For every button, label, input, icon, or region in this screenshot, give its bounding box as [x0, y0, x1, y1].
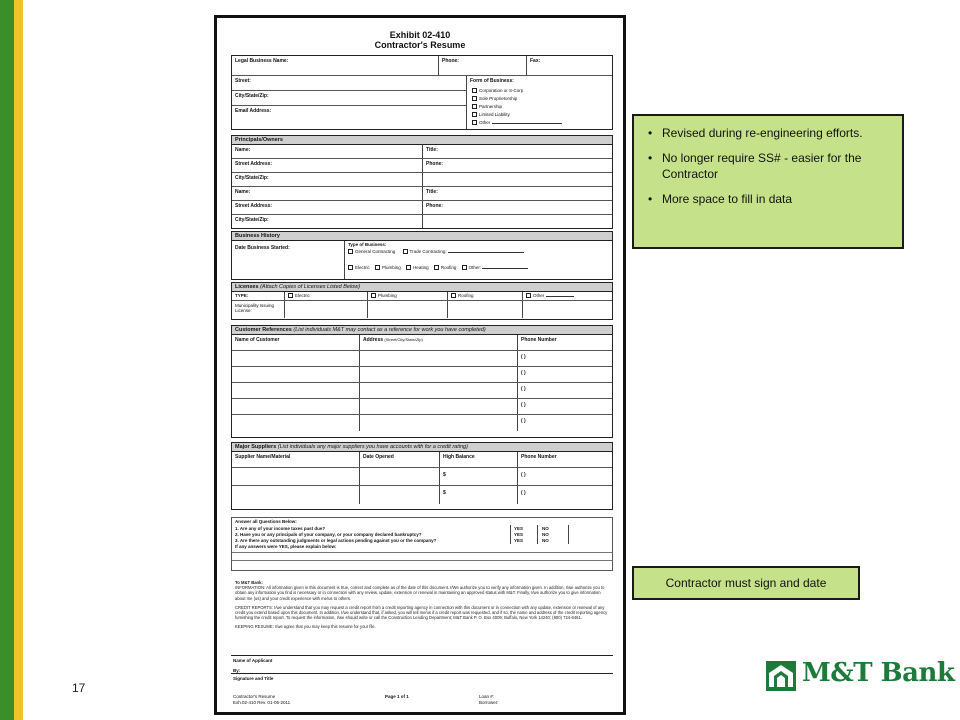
references-heading: Customer References (List individuals M&T may contact as a reference for work you have completed)	[232, 326, 612, 335]
footer-page: Page 1 of 1	[385, 694, 409, 699]
by-label: By:	[233, 668, 241, 673]
ref-phone-mark: ( )	[521, 354, 526, 360]
checkbox-icon	[472, 120, 477, 125]
green-side-stripe	[0, 0, 14, 720]
checkbox-icon	[434, 265, 439, 270]
no-label: NO	[542, 526, 549, 531]
license-plumbing: Plumbing	[371, 293, 397, 298]
to-bank-label: To M&T Bank:	[235, 580, 263, 585]
legal-name-label: Legal Business Name:	[235, 58, 289, 64]
revision-notes-list	[648, 125, 890, 207]
contractor-resume-form	[214, 15, 626, 715]
sup-col-balance: High Balance	[443, 454, 475, 460]
principal-city-label: City/State/Zip:	[235, 175, 269, 181]
checkbox-icon	[472, 104, 477, 109]
signature-callout: Contractor must sign and date	[632, 566, 860, 600]
mt-bank-logo-text: M&T Bank	[802, 658, 955, 688]
sup-col-name: Supplier Name/Material	[235, 454, 291, 460]
city-label: City/State/Zip:	[235, 93, 269, 99]
sup-col-date: Date Opened	[363, 454, 394, 460]
question-1: 1. Are any of your income taxes past due?	[235, 526, 326, 531]
fax-label: Fax:	[530, 58, 541, 64]
ref-phone-mark: ( )	[521, 402, 526, 408]
major-suppliers-section	[231, 442, 613, 510]
checkbox-icon	[406, 265, 411, 270]
ref-col-name: Name of Customer	[235, 337, 280, 343]
ref-col-phone: Phone Number	[521, 337, 557, 343]
keeping-resume-paragraph: KEEPING RESUME: I/we agree that you may keep this resume for your file.	[235, 624, 376, 630]
form-subtitle: Contractor's Resume	[374, 40, 466, 50]
checkbox-icon	[472, 96, 477, 101]
principal-title-label: Title:	[426, 189, 438, 195]
footer-loan: Loan #:	[479, 694, 495, 699]
signature-label: Signature and Title	[233, 676, 274, 681]
municipality-label: Municipality Issuing License:	[235, 303, 275, 313]
revision-notes-callout	[632, 114, 904, 249]
applicant-label: Name of Applicant	[233, 658, 273, 663]
footer-borrower: Borrower:	[479, 700, 499, 705]
mt-bank-logo-icon	[766, 661, 796, 691]
license-roofing: Roofing	[451, 293, 474, 298]
license-type-label: TYPE:	[235, 293, 249, 298]
ref-phone-mark: ( )	[521, 418, 526, 424]
principal-city-label: City/State/Zip:	[235, 217, 269, 223]
gold-side-stripe	[14, 0, 23, 720]
question-3: 3. Are there any outstanding judgments or legal actions pending against you or the company?	[235, 538, 437, 543]
license-electric: Electric	[288, 293, 310, 298]
checkbox-icon	[371, 293, 376, 298]
checkbox-icon	[462, 265, 467, 270]
footer-form-name: Contractor's Resume	[233, 694, 276, 699]
yes-label: YES	[514, 532, 524, 537]
sup-phone-mark: ( )	[521, 472, 526, 478]
checkbox-icon	[288, 293, 293, 298]
business-history-heading: Business History	[232, 232, 612, 241]
licenses-heading: Licenses (Attach Copies of Licenses Listed Below)	[232, 283, 612, 292]
principal-phone-label: Phone:	[426, 203, 443, 209]
principals-section	[231, 135, 613, 229]
mt-bank-logo	[766, 658, 955, 693]
no-label: NO	[542, 532, 549, 537]
form-of-business-label: Form of Business:	[470, 78, 514, 84]
license-other: Other	[526, 293, 574, 298]
signature-line	[231, 670, 613, 674]
credit-reports-paragraph: CREDIT REPORTS: I/we understand that you may request a credit report from a credit reporting agency in connection with this document or in connection with any update, extension or renewal of any credit you extend based upon this document. In addition, I/we understand that, if asked, you will tell me/us if a credit report was requested, and if so, the name and address of the credit reporting agency furnishing the credit report. To request the information, I/we should write or call the Construction Lending Department; M&T Bank P. O. Box 4009; Buffalo, New York 14240; (800) 724-6461.	[235, 604, 608, 621]
principals-heading: Principals/Owners	[232, 136, 612, 145]
checkbox-icon	[348, 265, 353, 270]
checkbox-icon	[348, 249, 353, 254]
yes-label: YES	[514, 538, 524, 543]
sup-phone-mark: ( )	[521, 490, 526, 496]
trade-types: Electric Plumbing Heating Roofing Other:	[348, 265, 528, 270]
checkbox-icon	[403, 249, 408, 254]
suppliers-heading: Major Suppliers (List individuals any major suppliers you have accounts with for a credit rating)	[232, 443, 612, 452]
option-limited-liability: Limited Liability	[472, 112, 510, 117]
applicant-line	[231, 646, 613, 656]
questions-heading: Answer all Questions Below:	[235, 519, 297, 524]
ref-col-address: Address (Street/City/State/Zip)	[363, 337, 423, 343]
question-2: 2. Have you or any principals of your company, or your company declared bankruptcy?	[235, 532, 422, 537]
dollar-sign: $	[443, 472, 446, 478]
checkbox-icon	[375, 265, 380, 270]
licenses-section	[231, 282, 613, 320]
yes-label: YES	[514, 526, 524, 531]
checkbox-icon	[472, 112, 477, 117]
principal-street-label: Street Address:	[235, 161, 273, 167]
questions-section	[231, 517, 613, 571]
email-label: Email Address:	[235, 108, 272, 114]
revision-note-item: • No longer require SS# - easier for the Contractor	[648, 150, 890, 182]
phone-label: Phone:	[442, 58, 459, 64]
checkbox-icon	[451, 293, 456, 298]
business-info-section	[231, 55, 613, 130]
ref-phone-mark: ( )	[521, 386, 526, 392]
footer-revision: Exh.02-410 Rev. 01-05-2011	[233, 700, 291, 705]
type-of-business-label: Type of Business:	[348, 242, 387, 247]
principal-phone-label: Phone:	[426, 161, 443, 167]
revision-note-item: • More space to fill in data	[648, 191, 890, 207]
bank-terms	[231, 578, 613, 632]
option-sole-proprietorship: Sole Proprietorship	[472, 96, 517, 101]
information-paragraph: INFORMATION: All information given in this document is true, correct and complete as of the date of this document. I/We authorize you to verify any information given. In addition, I/we authorize you to obtain any information you find is necessary or in connection with any review, update, extension or renewal in maintaining an approved status with M&T. Finally, I/we authorize you to give information about me (us) and your credit experience with me/us to others.	[235, 585, 605, 601]
general-contracting-option: General Contracting Trade Contracting:	[348, 249, 524, 254]
checkbox-icon	[472, 88, 477, 93]
checkbox-icon	[526, 293, 531, 298]
option-partnership: Partnership	[472, 104, 502, 109]
no-label: NO	[542, 538, 549, 543]
slide-number: 17	[72, 681, 86, 695]
sup-col-phone: Phone Number	[521, 454, 557, 460]
principal-name-label: Name:	[235, 189, 251, 195]
dollar-sign: $	[443, 490, 446, 496]
street-label: Street:	[235, 78, 251, 84]
form-title: Exhibit 02-410	[389, 30, 451, 40]
customer-references-section	[231, 325, 613, 438]
revision-note-item: • Revised during re-engineering efforts.	[648, 125, 890, 141]
ref-phone-mark: ( )	[521, 370, 526, 376]
principal-title-label: Title:	[426, 147, 438, 153]
principal-street-label: Street Address:	[235, 203, 273, 209]
explain-label: If any answers were YES, please explain below:	[235, 544, 337, 549]
option-other: Other	[472, 120, 562, 125]
date-started-label: Date Business Started:	[235, 245, 290, 251]
principal-name-label: Name:	[235, 147, 251, 153]
business-history-section	[231, 231, 613, 280]
option-corporation: Corporation or S-Corp	[472, 88, 523, 93]
